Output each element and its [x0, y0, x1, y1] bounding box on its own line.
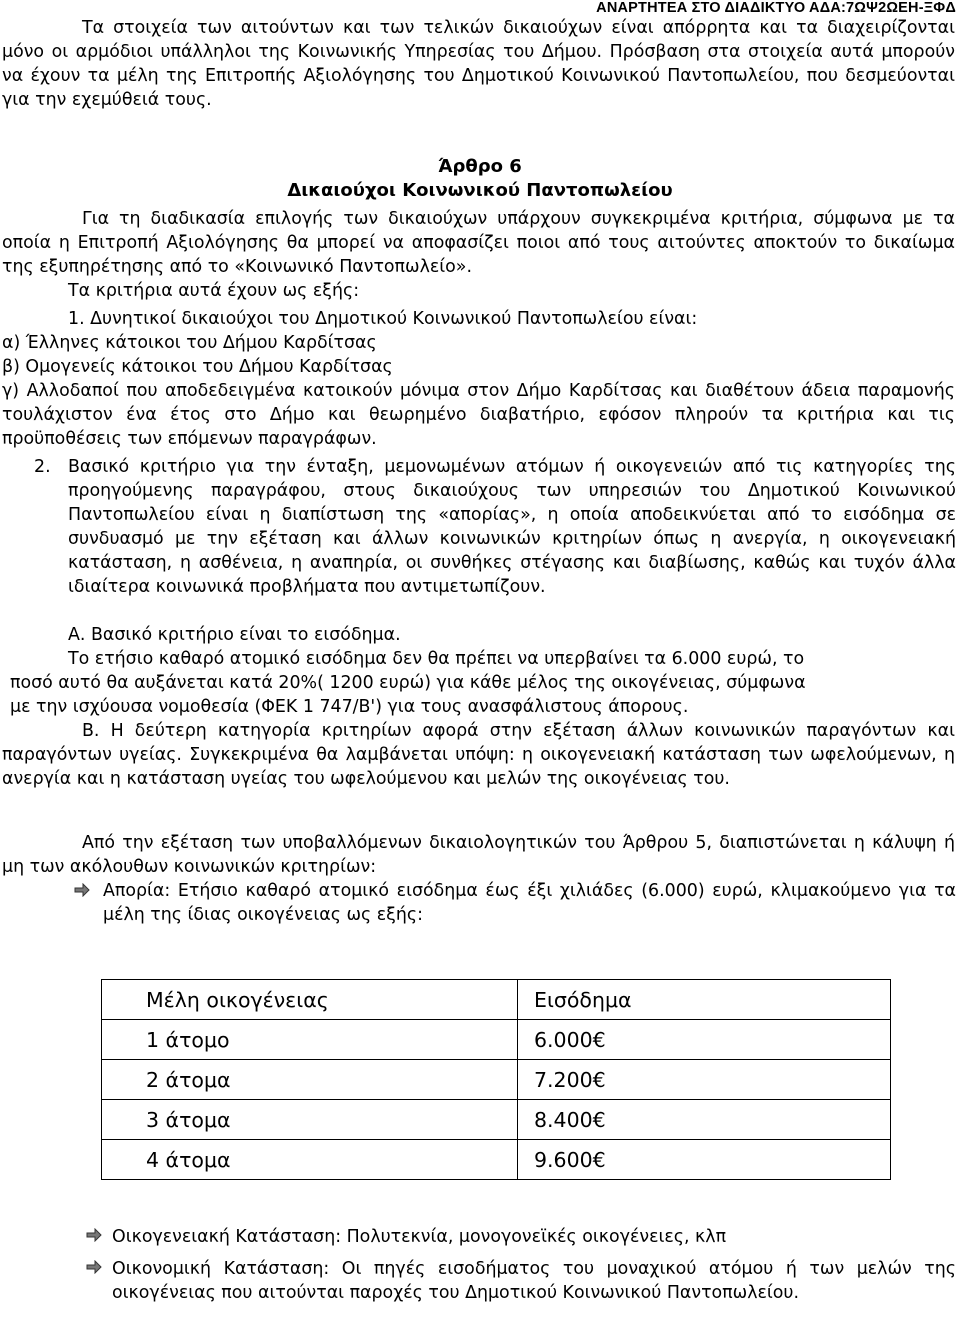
examination-paragraph: Από την εξέταση των υποβαλλόμενων δικαιολογητικών του Άρθρου 5, διαπιστώνεται η κάλυψη ή μη των ακόλουθων κοινωνικών κριτηρίων: [2, 833, 955, 877]
item-2-number: 2. [34, 457, 51, 477]
income-table [101, 979, 891, 1180]
criteria-paragraph: Για τη διαδικασία επιλογής των δικαιούχων υπάρχουν συγκεκριμένα κριτήρια, σύμφωνα με τα οποία η Επιτροπή Αξιολόγησης θα μπορεί να αποφασίζει ποιοι από τους αιτούντες αποκτούν το δικαίωμα της εξυπηρέτησης από το «Κοινωνικό Παντοπωλείο». [2, 209, 955, 277]
table-cell: 1 άτομο [102, 1020, 518, 1060]
table-cell: 3 άτομα [102, 1100, 518, 1140]
poverty-criterion: Απορία: Ετήσιο καθαρό ατομικό εισόδημα έως έξι χιλιάδες (6.000) ευρώ, κλιμακούμενο για τα μέλη της ίδιας οικογένειας ως εξής: [103, 881, 956, 925]
item-1-c: γ) Αλλοδαποί που αποδεδειγμένα κατοικούν μόνιμα στον Δήμο Καρδίτσας και διαθέτουν άδεια παραμονής τουλάχιστον ένα έτος στο Δήμο και θεωρημένο διαβατήριο, εφόσον πληρούν τα κριτήρια και τις προϋποθέσεις των επόμενων παραγράφων. [2, 381, 955, 449]
item-1-text: Δυνητικοί δικαιούχοι του Δημοτικού Κοινωνικού Παντοπωλείου είναι: [90, 309, 698, 329]
table-cell: 7.200€ [518, 1060, 891, 1100]
table-row [102, 1020, 891, 1060]
economic-status-criterion: Οικονομική Κατάσταση: Οι πηγές εισοδήματος του μοναχικού ατόμου ή των μελών της οικογένειας που αιτούνται παροχές του Δημοτικού Κοινωνικού Παντοπωλείου. [112, 1259, 956, 1303]
item-2-text: Βασικό κριτήριο για την ένταξη, μεμονωμένων ατόμων ή οικογενειών από τις κατηγορίες της προηγούμενης παραγράφου, στους δικαιούχους των υπηρεσιών του Δημοτικού Κοινωνικού Παντοπωλείου είναι η διαπίστωση της «απορίας», η οποία αποδεικνύεται από το εισόδημα σε συνδυασμό με την εξέταση και άλλων κοινωνικών κριτηρίων όπως η ανεργία, η οικογενειακή κατάσταση, η ασθένεια, η αναπηρία, οι συνθήκες στέγασης και διαβίωσης, καθώς και τυχόν άλλα ιδιαίτερα κοινωνικά προβλήματα που αντιμετωπίζουν. [68, 457, 956, 597]
criteria-intro-line: Τα κριτήρια αυτά έχουν ως εξής: [68, 281, 360, 301]
table-row [102, 1060, 891, 1100]
criterion-a-heading: Α. Βασικό κριτήριο είναι το εισόδημα. [68, 625, 401, 645]
publication-header: ΑΝΑΡΤΗΤΕΑ ΣΤΟ ΔΙΑΔΙΚΤΥΟ ΑΔΑ:7ΩΨ2ΩΕΗ-ΞΦΔ [596, 0, 956, 16]
table-row [102, 1100, 891, 1140]
arrow-bullet-icon [86, 1228, 104, 1242]
item-1-number: 1. [68, 309, 85, 329]
table-cell: 6.000€ [518, 1020, 891, 1060]
table-cell: 2 άτομα [102, 1060, 518, 1100]
article-number: Άρθρο 6 [438, 156, 522, 177]
income-line-1: Το ετήσιο καθαρό ατομικό εισόδημα δεν θα πρέπει να υπερβαίνει τα 6.000 ευρώ, το [68, 649, 805, 669]
table-cell: 8.400€ [518, 1100, 891, 1140]
article-title: Δικαιούχοι Κοινωνικού Παντοπωλείου [287, 180, 673, 201]
table-cell: 9.600€ [518, 1140, 891, 1180]
table-header-cell: Εισόδημα [518, 980, 891, 1020]
item-1-a: α) Έλληνες κάτοικοι του Δήμου Καρδίτσας [2, 333, 377, 353]
family-status-criterion: Οικογενειακή Κατάσταση: Πολυτεκνία, μονογονεϊκές οικογένειες, κλπ [112, 1227, 727, 1247]
confidentiality-paragraph: Τα στοιχεία των αιτούντων και των τελικών δικαιούχων είναι απόρρητα και τα διαχειρίζονται μόνο οι αρμόδιοι υπάλληλοι της Κοινωνικής Υπηρεσίας του Δήμου. Πρόσβαση στα στοιχεία αυτά μπορούν να έχουν τα μέλη της Επιτροπής Αξιολόγησης του Δημοτικού Κοινωνικού Παντοπωλείου, που δεσμεύονται για την εχεμύθειά τους. [2, 18, 955, 110]
table-header-row [102, 980, 891, 1020]
item-1-line [68, 307, 960, 331]
income-line-2: ποσό αυτό θα αυξάνεται κατά 20%( 1200 ευρώ) για κάθε μέλος της οικογένειας, σύμφωνα [10, 673, 806, 693]
arrow-bullet-icon [86, 1260, 104, 1274]
table-row [102, 1140, 891, 1180]
income-line-3: με την ισχύουσα νομοθεσία (ΦΕΚ 1 747/Β') για τους ανασφάλιστους άπορους. [10, 697, 689, 717]
item-1-b: β) Ομογενείς κάτοικοι του Δήμου Καρδίτσας [2, 357, 393, 377]
arrow-bullet-icon [74, 883, 92, 897]
table-header-cell: Μέλη οικογένειας [102, 980, 518, 1020]
table-cell: 4 άτομα [102, 1140, 518, 1180]
criterion-b-paragraph: Β. Η δεύτερη κατηγορία κριτηρίων αφορά στην εξέταση άλλων κοινωνικών παραγόντων και παραγόντων υγείας. Συγκεκριμένα θα λαμβάνεται υπόψη: η οικογενειακή κατάσταση των ωφελούμενων, η ανεργία και η κατάσταση υγείας του ωφελούμενου και μελών της οικογένειας του. [2, 721, 955, 789]
